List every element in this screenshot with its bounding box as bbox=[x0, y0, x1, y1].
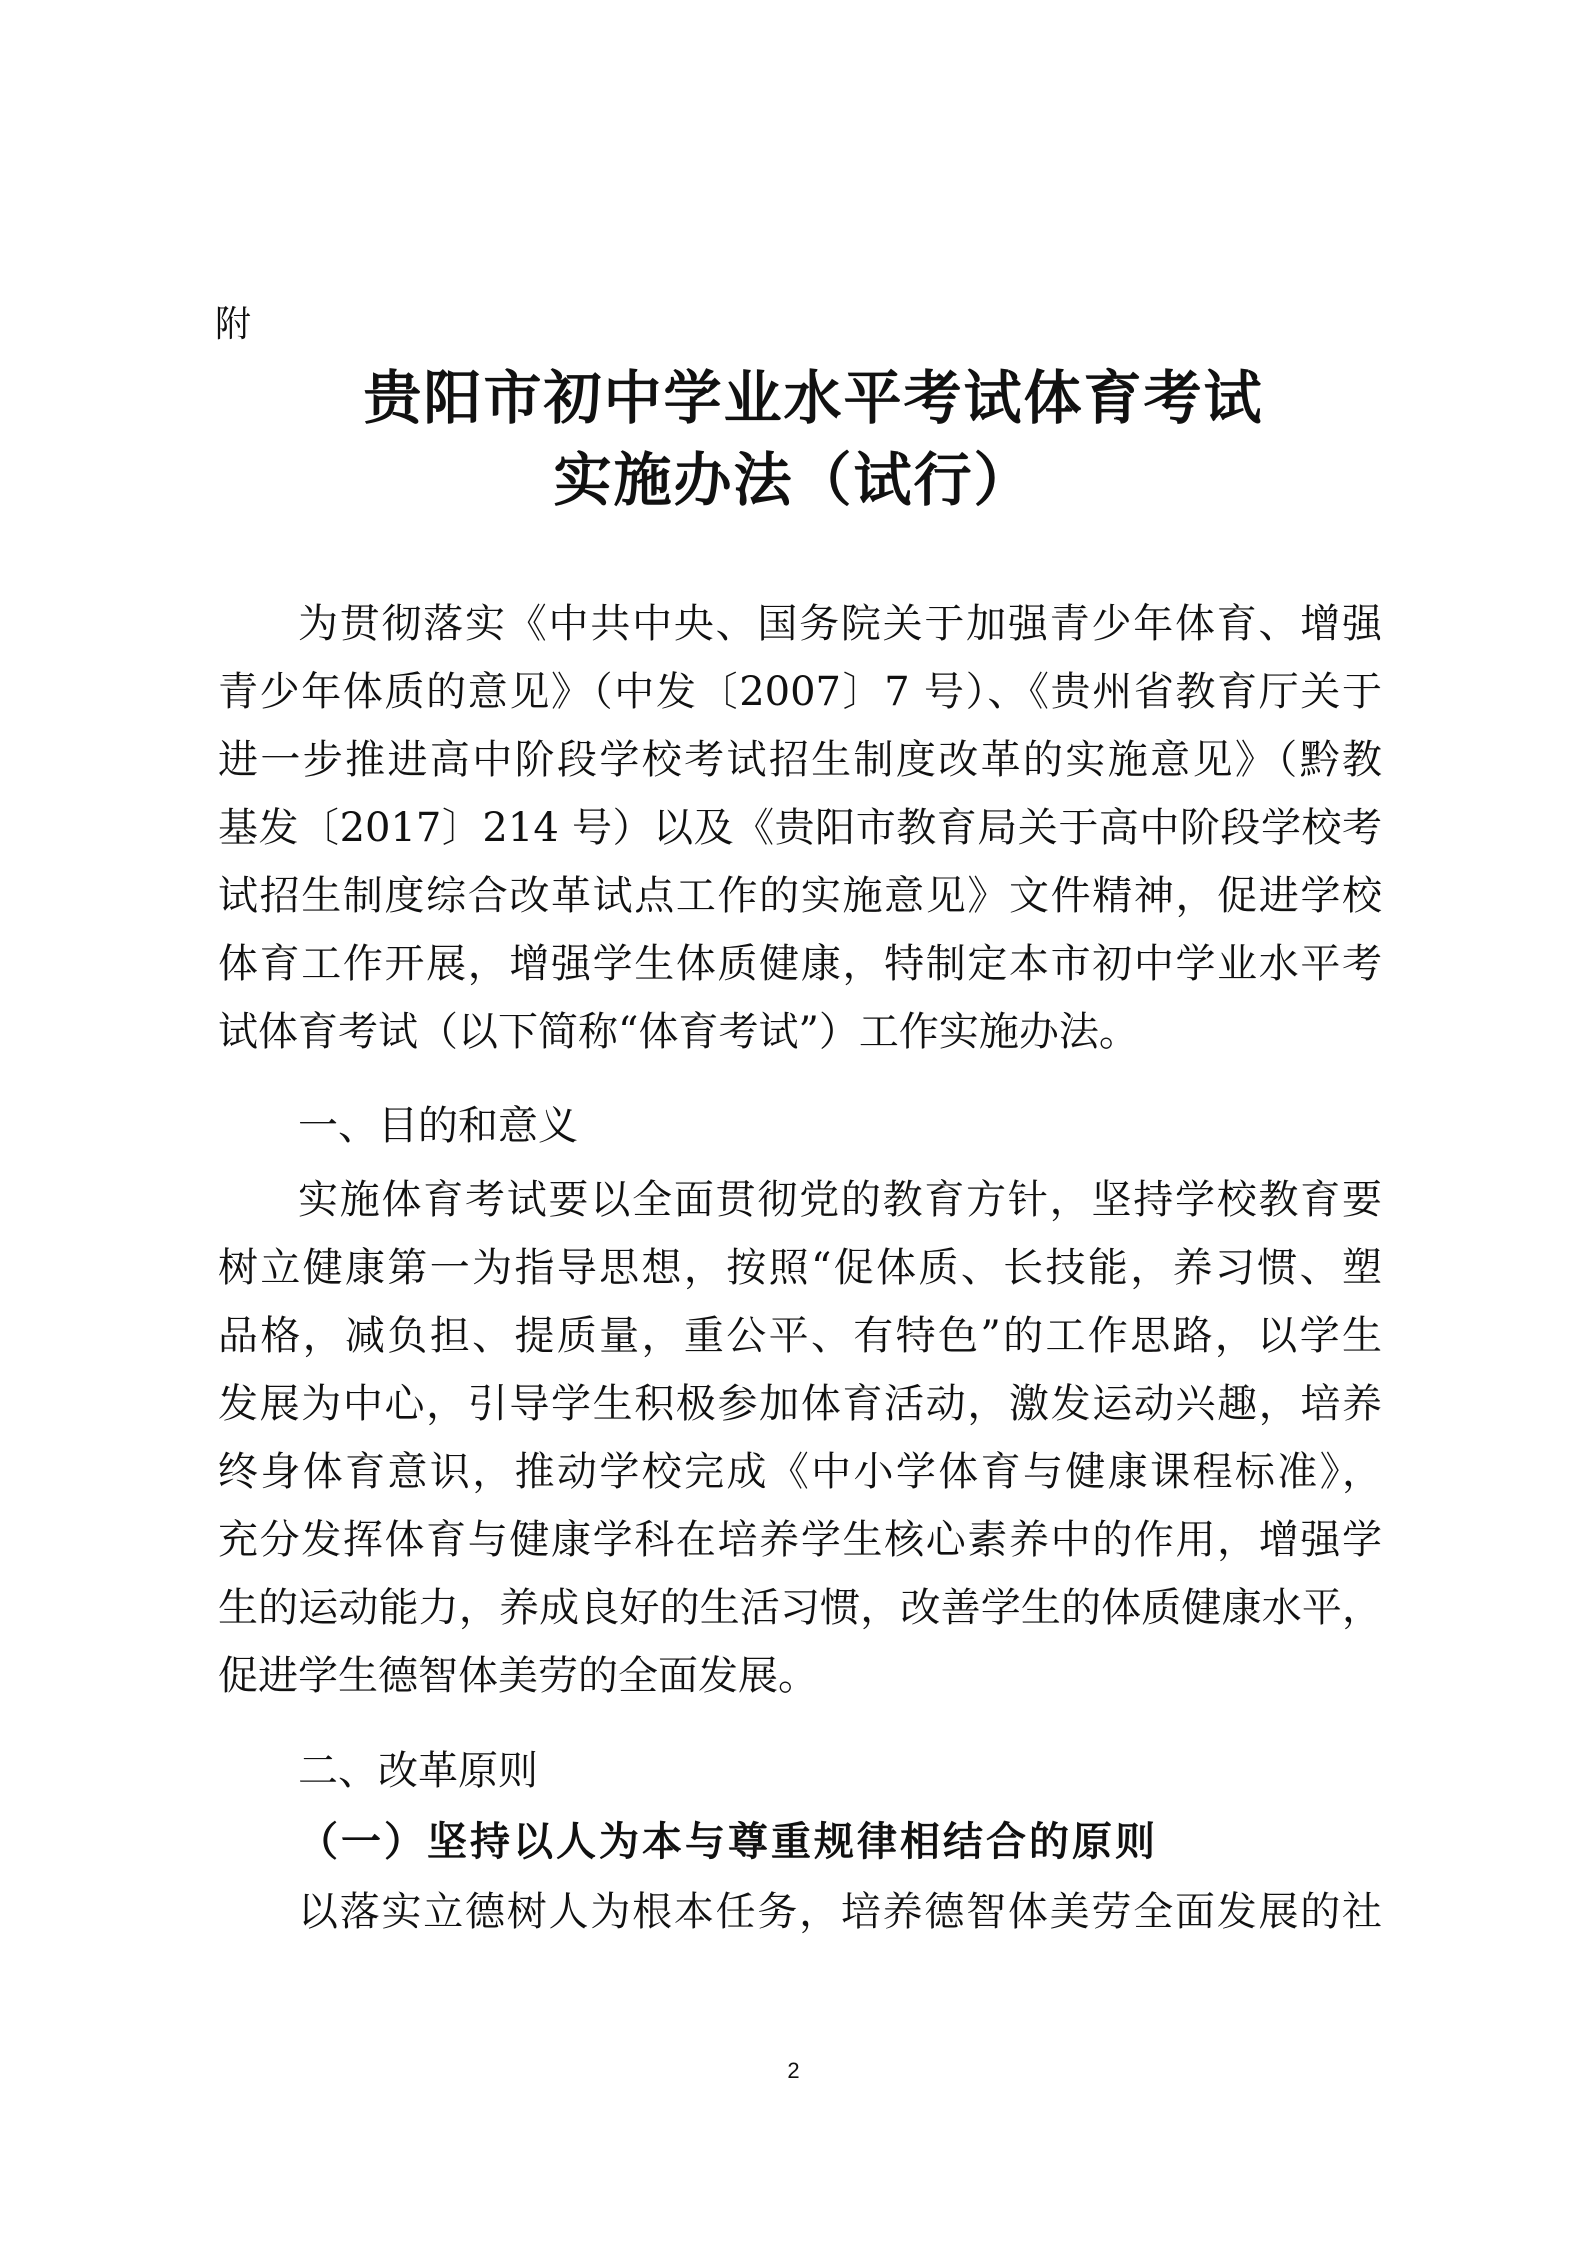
paragraph-line: 试招生制度综合改革试点工作的实施意见》文件精神，促进学校 bbox=[218, 873, 1382, 919]
intro-paragraph bbox=[218, 590, 1382, 1066]
page-number: 2 bbox=[787, 2058, 800, 2083]
paragraph-line: 体育工作开展，增强学生体质健康，特制定本市初中学业水平考 bbox=[218, 941, 1382, 987]
paragraph-line: 进一步推进高中阶段学校考试招生制度改革的实施意见》（黔教 bbox=[218, 737, 1382, 783]
principle-1-paragraph bbox=[218, 1878, 1382, 1946]
paragraph-line: 终身体育意识，推动学校完成《中小学体育与健康课程标准》， bbox=[218, 1449, 1382, 1495]
paragraph-line: 为贯彻落实《中共中央、国务院关于加强青少年体育、增强 bbox=[298, 601, 1382, 647]
paragraph-line: 实施体育考试要以全面贯彻党的教育方针，坚持学校教育要 bbox=[298, 1177, 1382, 1223]
section-heading-principles: 二、改革原则 bbox=[298, 1748, 538, 1794]
annex-label: 附 bbox=[215, 304, 254, 345]
document-title-line-2: 实施办法（试行） bbox=[553, 446, 1034, 514]
paragraph-line: 充分发挥体育与健康学科在培养学生核心素养中的作用，增强学 bbox=[218, 1517, 1382, 1563]
paragraph-line: 促进学生德智体美劳的全面发展。 bbox=[218, 1653, 818, 1699]
paragraph-line: 以落实立德树人为根本任务，培养德智体美劳全面发展的社 bbox=[298, 1889, 1382, 1935]
purpose-paragraph bbox=[218, 1166, 1382, 1710]
document-title-line-1: 贵阳市初中学业水平考试体育考试 bbox=[363, 364, 1264, 432]
paragraph-line: 基发〔2017〕214 号）以及《贵阳市教育局关于高中阶段学校考 bbox=[218, 805, 1382, 851]
subsection-heading-principle-1: （一）坚持以人为本与尊重规律相结合的原则 bbox=[298, 1819, 1158, 1865]
paragraph-line: 品格，减负担、提质量，重公平、有特色”的工作思路，以学生 bbox=[218, 1313, 1382, 1359]
paragraph-line: 生的运动能力，养成良好的生活习惯，改善学生的体质健康水平， bbox=[218, 1585, 1382, 1631]
paragraph-line: 树立健康第一为指导思想，按照“促体质、长技能，养习惯、塑 bbox=[218, 1245, 1382, 1291]
paragraph-line: 试体育考试（以下简称“体育考试”）工作实施办法。 bbox=[218, 1009, 1139, 1055]
section-heading-purpose: 一、目的和意义 bbox=[298, 1103, 578, 1149]
paragraph-line: 发展为中心，引导学生积极参加体育活动，激发运动兴趣，培养 bbox=[218, 1381, 1382, 1427]
paragraph-line: 青少年体质的意见》（中发〔2007〕7 号）、《贵州省教育厅关于 bbox=[218, 669, 1382, 715]
